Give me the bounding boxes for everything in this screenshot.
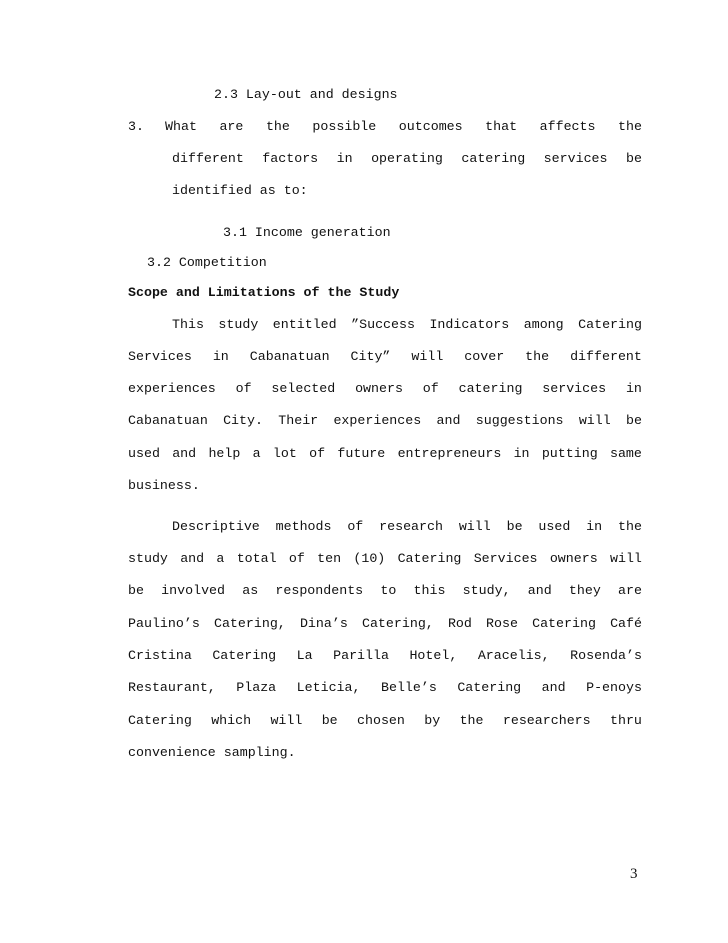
paragraph-2-line-6 bbox=[128, 679, 642, 697]
paragraph-1-line-4 bbox=[128, 412, 642, 430]
word: total bbox=[236, 551, 277, 566]
list-item-3-1: 3.1 Income generation bbox=[223, 225, 391, 240]
word: this bbox=[413, 583, 446, 598]
word: Catering bbox=[457, 680, 522, 695]
word: factors bbox=[262, 151, 319, 166]
word: Catering bbox=[128, 713, 192, 728]
word: used bbox=[538, 519, 571, 534]
word: study bbox=[128, 551, 168, 566]
word: they bbox=[568, 583, 601, 598]
word: suggestions bbox=[475, 413, 564, 428]
word: Cristina bbox=[128, 648, 192, 663]
list-item-3-2: 3.2 Competition bbox=[147, 255, 267, 270]
word: the bbox=[265, 119, 290, 134]
list-number-3: 3. bbox=[128, 119, 144, 134]
paragraph-2-line-5 bbox=[128, 647, 642, 665]
word: Catering bbox=[532, 616, 596, 631]
word: Catering bbox=[578, 317, 642, 332]
word: methods bbox=[275, 519, 332, 534]
word: study bbox=[218, 317, 259, 332]
word: of bbox=[422, 381, 439, 396]
word: selected bbox=[271, 381, 336, 396]
word: will bbox=[458, 519, 491, 534]
paragraph-2-line-1 bbox=[172, 518, 642, 536]
word: a bbox=[252, 446, 261, 461]
word: by bbox=[424, 713, 441, 728]
word: involved bbox=[161, 583, 226, 598]
word: researchers bbox=[502, 713, 591, 728]
word: lot bbox=[272, 446, 297, 461]
paragraph-2-line-7 bbox=[128, 712, 642, 730]
word: different bbox=[570, 349, 642, 364]
word: (10) bbox=[353, 551, 386, 566]
word: are bbox=[219, 119, 244, 134]
word: the bbox=[617, 519, 642, 534]
word: that bbox=[485, 119, 518, 134]
word: Belle’s bbox=[380, 680, 437, 695]
word: Leticia, bbox=[296, 680, 361, 695]
page-number: 3 bbox=[630, 866, 638, 882]
item-3-line-1 bbox=[165, 118, 642, 136]
word: Rod bbox=[447, 616, 472, 631]
word: be bbox=[321, 713, 338, 728]
word: Plaza bbox=[236, 680, 277, 695]
paragraph-2-line-4 bbox=[128, 615, 642, 633]
word: Dina’s bbox=[299, 616, 348, 631]
paragraph-2-line-2 bbox=[128, 550, 642, 568]
paragraph-1-line-1 bbox=[172, 316, 642, 334]
word: Cabanatuan bbox=[249, 349, 330, 364]
word: in bbox=[336, 151, 353, 166]
word: will bbox=[270, 713, 303, 728]
word: experiences bbox=[128, 381, 216, 396]
word: as bbox=[242, 583, 259, 598]
word: of bbox=[288, 551, 305, 566]
word: and bbox=[436, 413, 461, 428]
word: Catering bbox=[397, 551, 462, 566]
word: ten bbox=[317, 551, 342, 566]
word: of bbox=[347, 519, 364, 534]
word: Paulino’s bbox=[128, 616, 200, 631]
word: Catering bbox=[212, 648, 277, 663]
word: are bbox=[618, 583, 642, 598]
word: This bbox=[172, 317, 204, 332]
word: Restaurant, bbox=[128, 680, 216, 695]
word: thru bbox=[609, 713, 642, 728]
word: the bbox=[459, 713, 484, 728]
word: and bbox=[172, 446, 197, 461]
word: and bbox=[180, 551, 205, 566]
word: Rose bbox=[486, 616, 518, 631]
word: Indicators bbox=[429, 317, 510, 332]
word: What bbox=[165, 119, 197, 134]
word: Café bbox=[610, 616, 642, 631]
word: City. bbox=[223, 413, 263, 428]
word: in bbox=[212, 349, 229, 364]
word: the bbox=[525, 349, 550, 364]
word: catering bbox=[458, 381, 523, 396]
word: respondents bbox=[275, 583, 364, 598]
item-3-line-2 bbox=[172, 150, 642, 168]
word: and bbox=[527, 583, 552, 598]
word: different bbox=[172, 151, 244, 166]
paragraph-2-line-8: convenience sampling. bbox=[128, 745, 296, 760]
word: will bbox=[578, 413, 611, 428]
word: will bbox=[609, 551, 642, 566]
word: of bbox=[309, 446, 326, 461]
word: outcomes bbox=[398, 119, 463, 134]
word: ”Success bbox=[351, 317, 415, 332]
word: Catering, bbox=[361, 616, 434, 631]
word: Services bbox=[473, 551, 538, 566]
word: Services bbox=[128, 349, 192, 364]
word: study, bbox=[462, 583, 511, 598]
word: future bbox=[337, 446, 386, 461]
item-3-line-3: identified as to: bbox=[172, 183, 308, 198]
word: Their bbox=[278, 413, 319, 428]
word: in bbox=[586, 519, 603, 534]
word: help bbox=[208, 446, 241, 461]
word: be bbox=[128, 583, 144, 598]
word: cover bbox=[464, 349, 505, 364]
word: Catering, bbox=[213, 616, 286, 631]
word: the bbox=[618, 119, 642, 134]
word: be bbox=[626, 413, 642, 428]
word: Cabanatuan bbox=[128, 413, 208, 428]
word: owners bbox=[549, 551, 598, 566]
word: experiences bbox=[333, 413, 422, 428]
word: Aracelis, bbox=[477, 648, 550, 663]
word: Parilla bbox=[333, 648, 389, 663]
word: and bbox=[541, 680, 566, 695]
word: of bbox=[235, 381, 252, 396]
word: research bbox=[379, 519, 443, 534]
word: which bbox=[211, 713, 252, 728]
word: services bbox=[542, 381, 607, 396]
word: chosen bbox=[357, 713, 405, 728]
word: entrepreneurs bbox=[397, 446, 502, 461]
paragraph-1-line-2 bbox=[128, 348, 642, 366]
paragraph-2-line-3 bbox=[128, 582, 642, 600]
word: P-enoys bbox=[586, 680, 642, 695]
word: entitled bbox=[272, 317, 337, 332]
word: affects bbox=[539, 119, 596, 134]
paragraph-1-line-3 bbox=[128, 380, 642, 398]
word: among bbox=[523, 317, 564, 332]
word: owners bbox=[355, 381, 403, 396]
word: Hotel, bbox=[409, 648, 458, 663]
word: City” bbox=[350, 349, 391, 364]
word: Rosenda’s bbox=[570, 648, 642, 663]
section-heading: Scope and Limitations of the Study bbox=[128, 285, 400, 300]
word: same bbox=[609, 446, 642, 461]
word: catering bbox=[461, 151, 526, 166]
word: will bbox=[411, 349, 444, 364]
word: in bbox=[513, 446, 530, 461]
word: putting bbox=[541, 446, 598, 461]
word: be bbox=[506, 519, 523, 534]
word: to bbox=[380, 583, 397, 598]
word: in bbox=[625, 381, 642, 396]
word: a bbox=[216, 551, 225, 566]
word: be bbox=[625, 151, 642, 166]
word: Descriptive bbox=[172, 519, 260, 534]
word: operating bbox=[371, 151, 443, 166]
list-item-2-3: 2.3 Lay-out and designs bbox=[214, 87, 398, 102]
paragraph-1-line-5 bbox=[128, 445, 642, 463]
word: services bbox=[543, 151, 608, 166]
paragraph-1-line-6: business. bbox=[128, 478, 200, 493]
word: possible bbox=[312, 119, 377, 134]
word: used bbox=[128, 446, 160, 461]
word: La bbox=[296, 648, 313, 663]
